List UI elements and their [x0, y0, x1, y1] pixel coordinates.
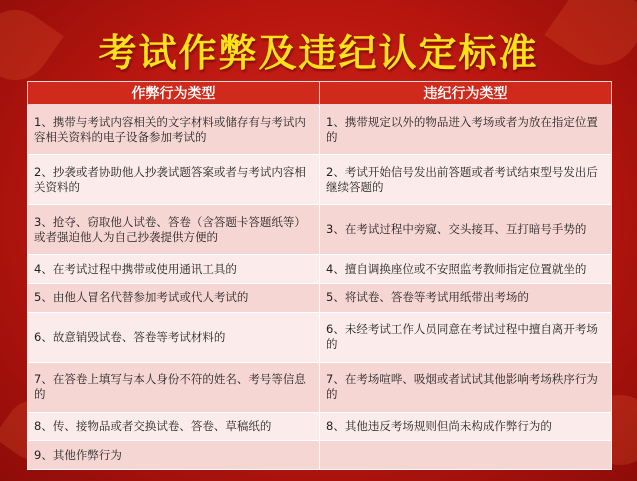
violation-cell	[320, 441, 612, 470]
violation-cell: 7、在考场喧哗、吸烟或者试试其他影响考场秩序行为的	[320, 362, 612, 412]
column-header-violation: 违纪行为类型	[320, 82, 612, 105]
page-title: 考试作弊及违纪认定标准	[98, 31, 539, 75]
violation-cell: 5、将试卷、答卷等考试用纸带出考场的	[320, 283, 612, 312]
table-row	[28, 283, 612, 312]
cheating-cell: 8、传、接物品或者交换试卷、答卷、草稿纸的	[28, 412, 320, 441]
violation-cell: 2、考试开始信号发出前答题或者考试结束型号发出后继续答题的	[320, 155, 612, 205]
cheating-cell: 4、在考试过程中携带或使用通讯工具的	[28, 255, 320, 284]
table-row	[28, 312, 612, 362]
table-row	[28, 155, 612, 205]
table-row	[28, 412, 612, 441]
standards-table	[27, 81, 612, 470]
violation-cell: 3、在考试过程中旁窥、交头接耳、互打暗号手势的	[320, 205, 612, 255]
table-row	[28, 205, 612, 255]
cheating-cell: 2、抄袭或者协助他人抄袭试题答案或者与考试内容相关资料的	[28, 155, 320, 205]
violation-cell: 1、携带规定以外的物品进入考场或者为放在指定位置的	[320, 105, 612, 155]
cheating-cell: 9、其他作弊行为	[28, 441, 320, 470]
table-header-row	[28, 82, 612, 105]
cheating-cell: 5、由他人冒名代替参加考试或代人考试的	[28, 283, 320, 312]
column-header-cheating: 作弊行为类型	[28, 82, 320, 105]
table-row	[28, 255, 612, 284]
table-row	[28, 362, 612, 412]
table-row	[28, 441, 612, 470]
violation-cell: 8、其他违反考场规则但尚未构成作弊行为的	[320, 412, 612, 441]
cheating-cell: 6、故意销毁试卷、答卷等考试材料的	[28, 312, 320, 362]
violation-cell: 4、擅自调换座位或不安照监考教师指定位置就坐的	[320, 255, 612, 284]
cheating-cell: 7、在答卷上填写与本人身份不符的姓名、考号等信息的	[28, 362, 320, 412]
cheating-cell: 1、携带与考试内容相关的文字材料或储存有与考试内容相关资料的电子设备参加考试的	[28, 105, 320, 155]
table-row	[28, 105, 612, 155]
cheating-cell: 3、抢夺、窃取他人试卷、答卷（含答题卡答题纸等）或者强迫他人为自己抄袭提供方便的	[28, 205, 320, 255]
violation-cell: 6、未经考试工作人员同意在考试过程中擅自离开考场的	[320, 312, 612, 362]
